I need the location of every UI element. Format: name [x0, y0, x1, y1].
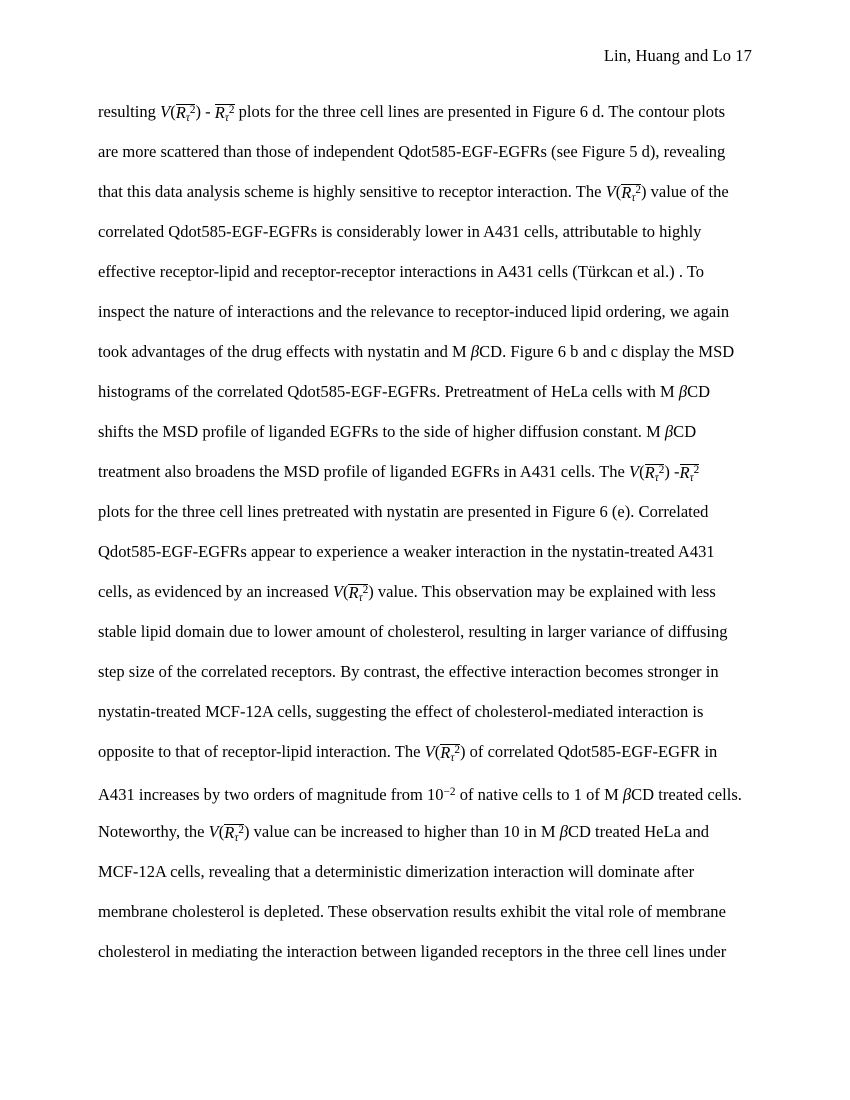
text-line-11: plots for the three cell lines pretreated with nystatin are presented in Figure 6 (e). Correlated [98, 502, 709, 521]
line-8-fragment-a: histograms of the correlated Qdot585-EGF-EGFRs. Pretreatment of HeLa cells with M [98, 382, 679, 401]
math-variance-expression: $V(R_\tau^2)$ [332, 582, 374, 605]
line-19-fragment-c: CD treated HeLa and [567, 822, 709, 841]
running-header: Lin, Huang and Lo 17 [603, 46, 752, 65]
line-13-fragment-a: cells, as evidenced by an increased [98, 582, 333, 601]
math-variance-expression: $V(R_\tau^2)$ [628, 462, 670, 485]
line-9-fragment-b: CD [673, 422, 697, 441]
line-1-fragment-c: plots for the three cell lines are presented in Figure 6 d. The contour plots [234, 102, 726, 121]
text-line-16: nystatin-treated MCF-12A cells, suggesting the effect of cholesterol-mediated interaction is [98, 702, 704, 721]
text-line-21: membrane cholesterol is depleted. These observation results exhibit the vital role of membrane [98, 902, 726, 921]
beta-symbol: β [559, 822, 568, 841]
text-line-9 [98, 412, 754, 452]
line-18-fragment-c: CD treated cells. [631, 785, 742, 805]
text-line-6: inspect the nature of interactions and the relevance to receptor-induced lipid ordering, we again [98, 302, 730, 321]
line-8-fragment-b: CD [687, 382, 711, 401]
math-variance-expression: $V(R_\tau^2)$ [605, 182, 647, 205]
body-text-block [98, 92, 754, 972]
text-line-18 [98, 772, 754, 812]
line-13-fragment-b: value. This observation may be explained with less [373, 582, 716, 601]
math-variance-expression: $V(R_\tau^2)$ [424, 742, 466, 765]
paragraph-continued [98, 92, 754, 972]
math-variance-expression: $V(R_\tau^2)$ [208, 822, 250, 845]
line-3-fragment-a: that this data analysis scheme is highly sensitive to receptor interaction. The [98, 182, 606, 201]
line-7-fragment-a: took advantages of the drug effects with nystatin and M [98, 342, 471, 361]
text-line-12: Qdot585-EGF-EGFRs appear to experience a weaker interaction in the nystatin-treated A431 [98, 542, 715, 561]
line-19-fragment-b: value can be increased to higher than 10 in M [249, 822, 560, 841]
line-18-fragment-b: of native cells to 1 of M [455, 785, 623, 805]
line-10-fragment-a: treatment also broadens the MSD profile of liganded EGFRs in A431 cells. The [98, 462, 629, 481]
text-line-2: are more scattered than those of independent Qdot585-EGF-EGFRs (see Figure 5 d), revealing [98, 142, 726, 161]
text-line-13 [98, 572, 754, 612]
line-17-fragment-a: opposite to that of receptor-lipid interaction. The [98, 742, 425, 761]
text-line-14: stable lipid domain due to lower amount of cholesterol, resulting in larger variance of diffusing [98, 622, 728, 641]
text-line-4: correlated Qdot585-EGF-EGFRs is considerably lower in A431 cells, attributable to highly [98, 222, 702, 241]
beta-symbol: β [678, 382, 688, 401]
text-line-7 [98, 332, 754, 372]
math-mean-square-displacement: $R_\tau^2$ [679, 463, 700, 485]
text-line-20: MCF-12A cells, revealing that a deterministic dimerization interaction will dominate after [98, 862, 695, 881]
text-line-15: step size of the correlated receptors. By contrast, the effective interaction becomes stronger in [98, 662, 719, 681]
line-10-fragment-b: - [669, 462, 680, 481]
math-power-ten: $10^{-2}$ [427, 785, 456, 805]
beta-symbol: β [622, 785, 632, 805]
math-variance-expression: $V(R_\tau^2)$ [160, 102, 201, 125]
line-7-fragment-b: CD. Figure 6 b and c display the MSD [479, 342, 735, 361]
text-line-19 [98, 812, 754, 852]
line-19-fragment-a: Noteworthy, the [98, 822, 209, 841]
line-1-fragment-b: - [200, 102, 215, 121]
text-line-10 [98, 452, 754, 492]
text-line-8 [98, 372, 754, 412]
text-line-1 [98, 92, 754, 132]
line-18-fragment-a: A431 increases by two orders of magnitude from [98, 785, 428, 805]
line-17-fragment-b: of correlated Qdot585-EGF-EGFR in [465, 742, 718, 761]
beta-symbol: β [470, 342, 480, 361]
line-9-fragment-a: shifts the MSD profile of liganded EGFRs to the side of higher diffusion constant. M [98, 422, 665, 441]
text-line-17 [98, 732, 754, 772]
text-line-5: effective receptor-lipid and receptor-receptor interactions in A431 cells (Türkcan et al.) . To [98, 262, 705, 281]
beta-symbol: β [664, 422, 674, 441]
line-1-fragment-a: resulting [98, 102, 161, 121]
math-mean-square-displacement: $R_\tau^2$ [214, 103, 235, 125]
text-line-3 [98, 172, 754, 212]
line-3-fragment-b: value of the [646, 182, 729, 201]
text-line-22: cholesterol in mediating the interaction between liganded receptors in the three cell lines under [98, 942, 727, 961]
